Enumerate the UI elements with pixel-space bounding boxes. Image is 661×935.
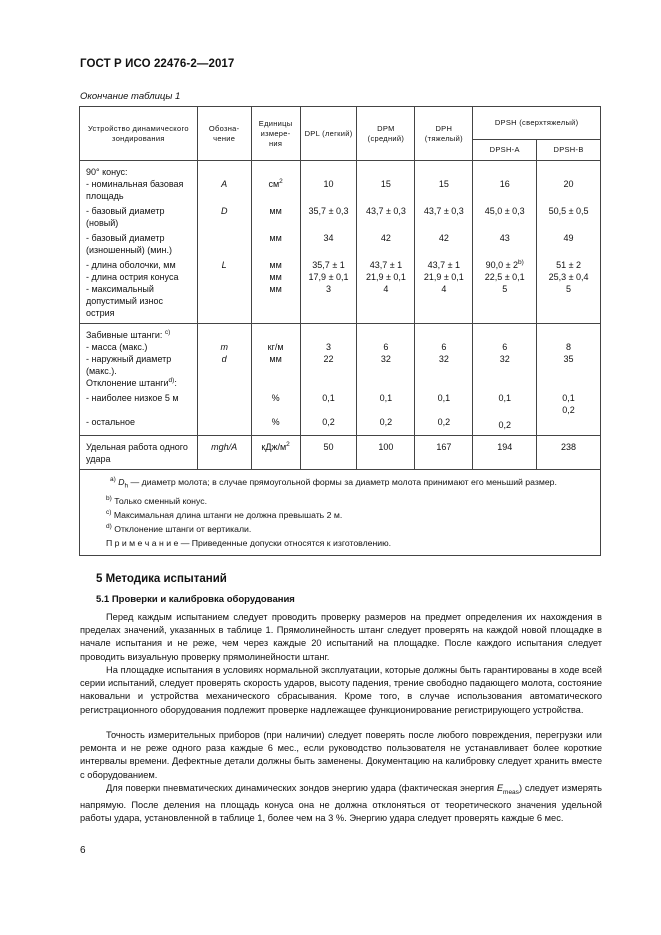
row-symbol: L [197,256,251,271]
cell-dpsh-a: 43 [473,229,537,256]
row-desc: - длина острия конуса [80,271,198,283]
cell-dpsh-a: $90,0 \pm 2^{b)}$ [473,256,537,271]
cell-dpsh-b: 51 ± 2 [537,256,601,271]
cell-dpm: 43,7 ± 1 [357,256,415,271]
paragraph: Для поверки пневматических динамических зондов энергию удара (фактическая энергия $E_{meas}$) следует измерять напрямую. После деления на площадь конуса она не должна отклоняться от теоретического значения удельной работы удара, установленной в таблице 1, более чем на 3 %. Энергию удара следует проверять каждые 6 мес. [80,783,602,824]
cell-dpsh-b: 8 [537,341,601,353]
subsection-title: 5.1 Проверки и калибровка оборудования [96,594,295,605]
table-row [80,341,601,353]
col-dpsh-a: DPSH-A [473,140,537,161]
row-desc: - наиболее низкое 5 м [80,389,198,416]
cell-dpl: 0,1 [300,389,357,416]
equipment-table [79,106,601,556]
row-desc: - наружный диаметр (макс.). [80,353,198,377]
cell-dph: 6 [415,341,473,353]
rods-group [80,324,601,436]
cell-dph: 0,1 [415,389,473,416]
row-desc: - номинальная базовая площадь [80,178,198,202]
cell-dpl: 10 [300,178,357,202]
cell-dpl: 50 [300,436,357,470]
cell-dph: 167 [415,436,473,470]
row-unit: % [251,416,300,436]
group-title: 90° конус: [80,161,198,179]
cell-dpl: 22 [300,353,357,377]
row-symbol [197,283,251,324]
cell-dpm: 6 [357,341,415,353]
paragraph: Перед каждым испытанием следует проводить проверку размеров на предмет определения их нахождения в пределах значений, указанных в таблице 1. Прямолинейность штанг следует проверять на каждой новой площадке в начале испытания и не реже, чем через каждые 20 испытаний на площадке. После каждого испытания следует проводить визуальную проверку прямолинейности штанг. [80,612,602,662]
cell-dpl: 35,7 ± 1 [300,256,357,271]
col-device: Устройство динамического зондирования [80,107,198,161]
row-desc: - максимальный допустимый износ острия [80,283,198,324]
cell-dpm: 43,7 ± 0,3 [357,202,415,229]
document-header: ГОСТ Р ИСО 22476-2—2017 [80,58,235,70]
cell-dpm: 21,9 ± 0,1 [357,271,415,283]
cell-dpsh-a: 0,2 [473,416,537,436]
cell-dph: 42 [415,229,473,256]
table-row [80,377,601,389]
cell-dph: 0,2 [415,416,473,436]
footnotes [80,470,601,556]
row-unit: мм [251,353,300,377]
table-row [80,178,601,202]
row-symbol [197,271,251,283]
cell-dpsh-a: 194 [473,436,537,470]
cell-dpsh-b: 25,3 ± 0,4 [537,271,601,283]
cell-dph: 43,7 ± 1 [415,256,473,271]
row-unit: мм [251,283,300,324]
table-row [80,161,601,179]
cell-dpm: 4 [357,283,415,324]
col-dpsh-b: DPSH-B [537,140,601,161]
cell-dpm: 100 [357,436,415,470]
cell-dpsh-a: 5 [473,283,537,324]
cell-dpl: 34 [300,229,357,256]
table-row [80,256,601,271]
col-units: Единицы измере-ния [251,107,300,161]
cell-dpsh-b: 50,5 ± 0,5 [537,202,601,229]
footnote-b: $^{b)}$ Только сменный конус. [106,494,207,506]
cell-dpsh-b: 35 [537,353,601,377]
col-dpsh: DPSH (сверхтяжелый) [473,107,601,140]
cell-dpsh-a: 45,0 ± 0,3 [473,202,537,229]
row-unit: мм [251,256,300,271]
cell-dpsh-a: 22,5 ± 0,1 [473,271,537,283]
row-desc: - масса (макс.) [80,341,198,353]
table-row [80,229,601,256]
cell-dpsh-b: 238 [537,436,601,470]
cell-dpl: 3 [300,283,357,324]
row-symbol: A [197,178,251,202]
cell-dpsh-a: 6 [473,341,537,353]
energy-group [80,436,601,470]
row-desc: - длина оболочки, мм [80,256,198,271]
cell-dph: 21,9 ± 0,1 [415,271,473,283]
section-title: 5 Методика испытаний [96,573,227,585]
cell-dpsh-b: 20 [537,178,601,202]
footnotes-row [80,470,601,556]
cell-dpsh-b: 0,1 0,2 [537,389,601,416]
row-symbol: mgh/A [197,436,251,470]
cell-dpl: 35,7 ± 0,3 [300,202,357,229]
cell-dpsh-a: 16 [473,178,537,202]
table-row [80,416,601,436]
cell-dph: 32 [415,353,473,377]
cell-dpm: 32 [357,353,415,377]
cell-dpl: 3 [300,341,357,353]
footnote-d: $^{d)}$ Отклонение штанги от вертикали. [106,522,252,534]
row-unit: мм [251,229,300,256]
cell-dph: 4 [415,283,473,324]
table-caption: Окончание таблицы 1 [80,91,181,102]
cell-dph: 43,7 ± 0,3 [415,202,473,229]
row-unit: % [251,389,300,416]
cell-dpm: 42 [357,229,415,256]
cell-dph: 15 [415,178,473,202]
cell-dpl: 17,9 ± 0,1 [300,271,357,283]
row-unit: кг/м [251,341,300,353]
footnote-c: $^{c)}$ Максимальная длина штанги не должна превышать 2 м. [106,508,343,520]
paragraph: На площадке испытания в условиях нормальной эксплуатации, которые должны быть гарантированы в ходе всей серии испытаний, следует проверять скорость ударов, высоту падения, трение свободно падающего молота, состояние наковальни и устройства механического сбрасывания. Кроме того, в случае использования автоматического регистрационного оборудования подлежит проверке надлежащее функционирование регистрирующего устройства. [80,665,602,715]
paragraph: Точность измерительных приборов (при наличии) следует поверять после любого повреждения, перегрузки или ремонта и не реже одного раза каждые 6 мес., если руководство пользователя не устанавливает более короткие интервалы времени. Дефектные детали должны быть заменены. Документацию на калибровку следует хранить вместе с оборудованием. [80,730,602,780]
table-row [80,271,601,283]
group-title: Отклонение штанги$^{d)}$: [80,377,198,389]
col-dph: DPH (тяжелый) [415,107,473,161]
col-dpl: DPL (легкий) [300,107,357,161]
table-header-row [80,107,601,140]
table-note: П р и м е ч а н и е — Приведенные допуски относятся к изготовлению. [106,537,392,548]
row-symbol: m [197,341,251,353]
cone-group [80,161,601,324]
cell-dpm: 15 [357,178,415,202]
table-row [80,202,601,229]
table-row [80,389,601,416]
col-symbol: Обозна-чение [197,107,251,161]
row-unit: кДж/$м^2$ [251,436,300,470]
cell-dpsh-a: 0,1 [473,389,537,416]
row-desc: - остальное [80,416,198,436]
cell-dpsh-a: 32 [473,353,537,377]
table-row [80,353,601,377]
page-number: 6 [80,845,86,856]
table-row [80,324,601,342]
group-title: Забивные штанги: $^{c)}$ [80,324,198,342]
row-desc: - базовый диаметр (новый) [80,202,198,229]
table-row [80,283,601,324]
row-unit: мм [251,202,300,229]
col-dpm: DPM (средний) [357,107,415,161]
cell-dpl: 0,2 [300,416,357,436]
row-symbol: D [197,202,251,229]
row-desc: Удельная работа одного удара [80,436,198,470]
row-desc: - базовый диаметр (изношенный) (мин.) [80,229,198,256]
table-row [80,436,601,470]
row-unit: мм [251,271,300,283]
cell-dpm: 0,1 [357,389,415,416]
row-symbol: d [197,353,251,377]
footnote-a: $^{a)}$ $D_h$ — диаметр молота; в случае прямоугольной формы за диаметр молота принимают его меньший размер. [110,476,557,490]
cell-dpm: 0,2 [357,416,415,436]
cell-dpsh-b: 49 [537,229,601,256]
row-symbol [197,229,251,256]
row-unit: $см^2$ [251,178,300,202]
cell-dpsh-b: 5 [537,283,601,324]
